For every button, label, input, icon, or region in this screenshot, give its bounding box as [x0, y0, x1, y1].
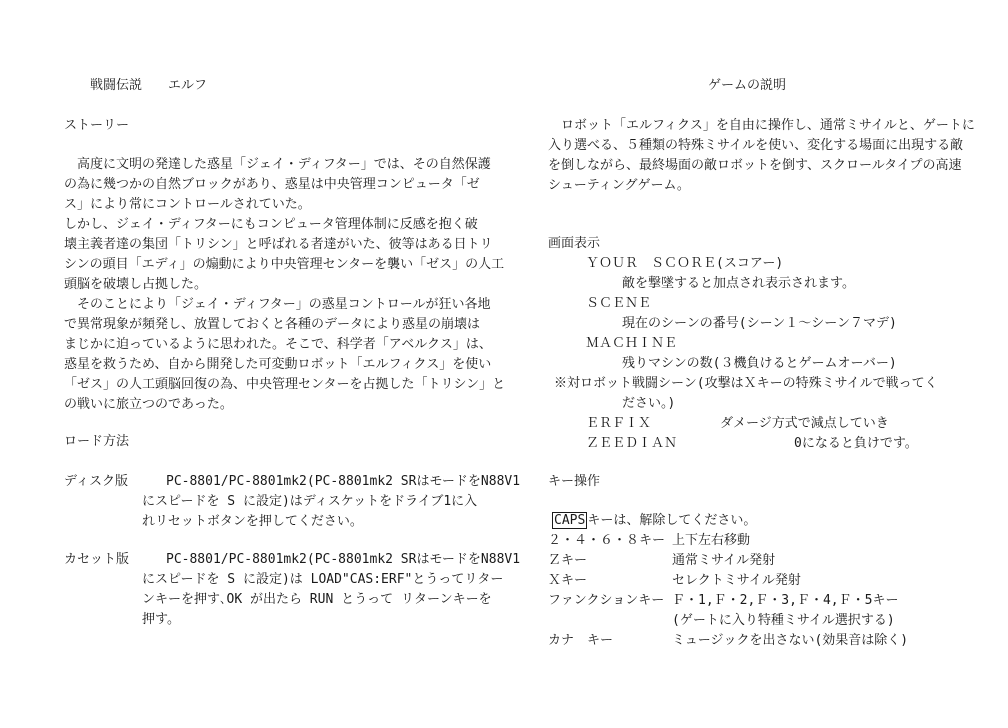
- scene-desc: 現在のシーンの番号(シーン１～シーン７マデ): [622, 316, 897, 331]
- score-label: ＹＯＵＲ ＳＣＯＲＥ(スコアー): [586, 256, 784, 271]
- story-line: 高度に文明の発達した惑星「ジェイ・ディフター」では、その自然保護: [64, 157, 491, 172]
- story-line: 「ゼス」の人工頭脳回復の為、中央管理センターを占拠した「トリシン」と: [64, 377, 506, 392]
- cassette-line: ンキーを押す､OK が出たら RUN とうって リターンキーを: [142, 592, 492, 607]
- story-line: の為に幾つかの自然ブロックがあり、惑星は中央管理コンピュータ「ゼ: [64, 177, 480, 192]
- intro-line: シューティングゲーム。: [548, 178, 690, 193]
- key-name: Ｘキー: [548, 573, 588, 588]
- left-title: 戦闘伝説 エルフ: [90, 78, 208, 93]
- story-line: の戦いに旅立つのであった。: [64, 397, 233, 412]
- key-name: ２・４・６・８キー: [548, 533, 666, 548]
- caps-line: [552, 511, 756, 531]
- intro-line: 入り選べる、５種類の特殊ミサイルを使い、変化する場面に出現する敵: [548, 138, 964, 153]
- story-line: まじかに迫っているように思われた。そこで、科学者「アベルクス」は、: [64, 337, 492, 352]
- disk-line: れリセットボタンを押してください。: [142, 514, 363, 529]
- disk-label: ディスク版: [64, 474, 128, 489]
- intro-line: を倒しながら、最終場面の敵ロボットを倒す、スクロールタイプの高速: [548, 158, 962, 173]
- cassette-line: にスピードを S に設定)は LOAD"CAS:ERF"とうってリター: [142, 572, 504, 587]
- caps-key: CAPS: [554, 513, 586, 528]
- cassette-line: PC-8801/PC-8801mk2(PC-8801mk2 SRはモードをN88V1: [166, 552, 521, 567]
- erfix-label: ＥＲＦＩＸ: [586, 416, 652, 431]
- story-line: 壊主義者達の集団「トリシン」と呼ばれる者達がいた、彼等はある日トリ: [64, 237, 493, 252]
- load-heading: ロード方法: [64, 434, 130, 449]
- disk-line: PC-8801/PC-8801mk2(PC-8801mk2 SRはモードをN88V1: [166, 474, 521, 489]
- key-desc: 通常ミサイル発射: [672, 553, 776, 568]
- keys-heading: キー操作: [548, 474, 601, 489]
- key-desc: Ｆ・1,Ｆ・2,Ｆ・3,Ｆ・4,Ｆ・5キー: [672, 593, 899, 608]
- story-line: シンの頭目「エディ」の煽動により中央管理センターを襲い「ゼス」の人工: [64, 257, 505, 272]
- machine-desc: 残りマシンの数(３機負けるとゲームオーバー): [622, 356, 897, 371]
- key-desc: ミュージックを出さない(効果音は除く): [672, 633, 909, 648]
- disk-line: にスピードを S に設定)はディスケットをドライブ1に入: [142, 494, 478, 509]
- note-line: ださい。): [622, 396, 676, 411]
- scene-label: ＳＣＥＮＥ: [586, 296, 652, 311]
- story-line: ス」により常にコントロールされていた。: [64, 197, 311, 212]
- cassette-line: 押す。: [142, 612, 180, 627]
- story-line: 惑星を救うため、自から開発した可変動ロボット「エルフィクス」を使い: [64, 357, 492, 372]
- zeedian-desc: 0になると負けです。: [794, 436, 918, 451]
- key-desc: セレクトミサイル発射: [672, 573, 801, 588]
- story-line: で異常現象が頻発し、放置しておくと各種のデータにより惑星の崩壊は: [64, 317, 481, 332]
- key-name: ファンクションキー: [548, 593, 665, 608]
- story-line: しかし、ジェイ・ディフターにもコンピュータ管理体制に反感を抱く破: [64, 217, 478, 232]
- story-heading: ストーリー: [64, 118, 130, 133]
- note-line: ※対ロボット戦闘シーン(攻撃はＸキーの特殊ミサイルで戦ってく: [554, 376, 938, 391]
- key-desc: (ゲートに入り特種ミサイル選択する): [672, 613, 895, 628]
- score-desc: 敵を撃墜すると加点され表示されます。: [622, 276, 855, 291]
- cassette-label: カセット版: [64, 552, 130, 567]
- key-name: Ｚキー: [548, 553, 588, 568]
- story-line: そのことにより「ジェイ・ディフター」の惑星コントロールが狂い各地: [64, 297, 491, 312]
- intro-line: ロボット「エルフィクス」を自由に操作し、通常ミサイルと、ゲートに: [548, 118, 975, 133]
- erfix-desc: ダメージ方式で減点していき: [720, 416, 889, 431]
- screen-heading: 画面表示: [548, 236, 601, 251]
- key-desc: 上下左右移動: [672, 533, 751, 548]
- story-line: 頭脳を破壊し占拠した。: [64, 277, 208, 292]
- machine-label: ＭＡＣＨＩＮＥ: [586, 336, 678, 351]
- right-title: ゲームの説明: [708, 78, 787, 93]
- caps-text: キーは、解除してください。: [587, 513, 757, 528]
- zeedian-label: ＺＥＥＤＩＡＮ: [586, 436, 678, 451]
- key-name: カナ キー: [548, 633, 614, 648]
